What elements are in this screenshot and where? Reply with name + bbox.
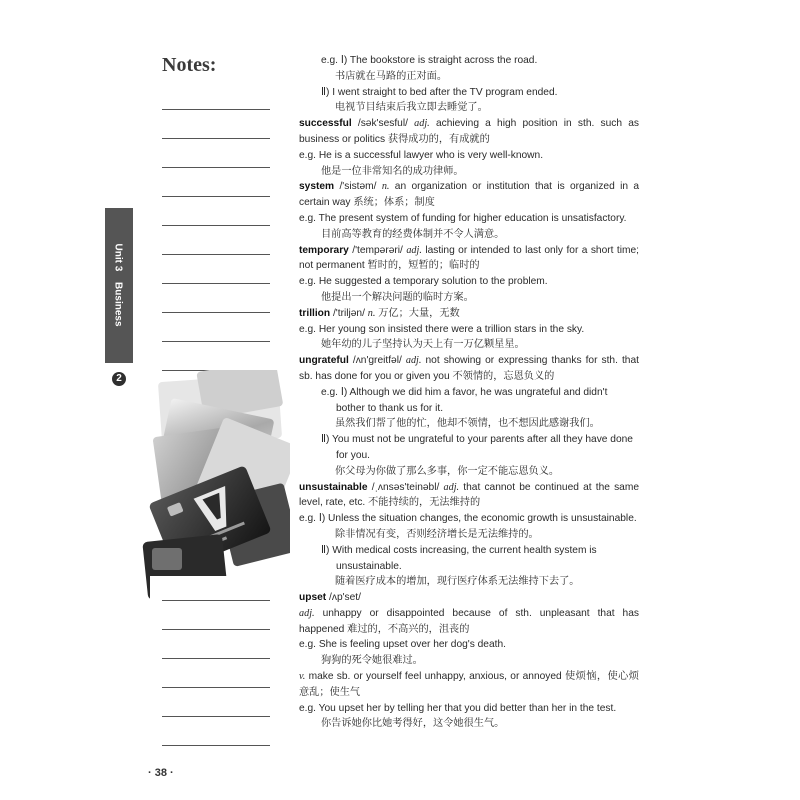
example-sentence: Ⅱ) You must not be ungrateful to your parents after all they have done for you. [321,434,633,461]
note-line [162,254,270,255]
pronunciation: /'triljən/ [332,307,365,319]
note-line [162,600,270,601]
unit-topic: Business [112,282,124,327]
definition-text: 万亿；大量，无数 [378,307,460,319]
note-line [162,312,270,313]
vocab-headword-line [299,590,639,606]
note-line [162,225,270,226]
note-line [162,745,270,746]
pronunciation: /ʌp'set/ [329,592,361,604]
example-sentence: e.g. She is feeling upset over her dog's death. [299,639,506,651]
vocab-definition [299,179,639,211]
vocab-definition [299,243,639,275]
part-of-speech: n. [381,181,390,193]
part-of-speech: adj. [443,481,460,493]
headword: trillion [299,307,331,319]
translation: 他提出一个解决问题的临时方案。 [321,291,474,303]
part-of-speech: adj. [405,355,422,367]
pronunciation: /ˌʌnsəs'teinəbl/ [371,481,440,493]
definition-text: an organization or institution that is organized in a certain way 系统；体系；制度 [299,181,639,209]
translation: 她年幼的儿子坚持认为天上有一万亿颗星星。 [321,339,525,351]
example-sentence: Ⅱ) With medical costs increasing, the current health system is unsustainable. [321,544,597,572]
example-sentence: e.g. Ⅰ) Although we did him a favor, he was ungrateful and didn't bother to thank us for it. [321,386,608,414]
pronunciation: /'sistəm/ [339,181,377,193]
translation: 狗狗的死令她很难过。 [321,655,423,667]
translation: 目前高等教育的经费体制并不令人满意。 [321,228,505,240]
vocab-sense [299,606,639,638]
pronunciation: /sək'sesful/ [357,118,408,130]
note-line [162,196,270,197]
credit-cards-image [140,370,290,600]
example-sentence: e.g. Her young son insisted there were a trillion stars in the sky. [299,323,585,335]
unit-tab-label [113,239,124,330]
note-line [162,687,270,688]
part-of-speech: v. [299,671,306,683]
note-line [162,167,270,168]
translation: 虽然我们帮了他的忙，他却不领情，也不想因此感谢我们。 [335,418,600,430]
headword: successful [299,118,352,130]
vocabulary-content [299,53,639,732]
example-sentence: e.g. You upset her by telling her that you did better than her in the test. [299,702,617,714]
definition-text: make sb. or yourself feel unhappy, anxious, or annoyed 使烦恼，使心烦意乱；使生气 [299,671,639,698]
translation: 除非情况有变，否则经济增长是无法维持的。 [335,528,539,540]
example-sentence: e.g. He suggested a temporary solution to the problem. [299,276,548,288]
example-sentence: Ⅱ) I went straight to bed after the TV program ended. [321,86,558,98]
translation: 书店就在马路的正对面。 [335,70,448,82]
headword: system [299,181,335,193]
definition-text: unhappy or disappointed because of sth. unpleasant that has happened 难过的，不高兴的，沮丧的 [299,607,639,635]
headword: unsustainable [299,481,368,493]
part-of-speech: n. [367,307,376,319]
example-sentence: e.g. He is a successful lawyer who is very well-known. [299,149,544,161]
definition-text: that cannot be continued at the same level, rate, etc. 不能持续的，无法维持的 [299,481,639,509]
note-line [162,109,270,110]
translation: 他是一位非常知名的成功律师。 [321,165,464,177]
definition-text: lasting or intended to last only for a short time; not permanent 暂时的，短暂的；临时的 [299,244,639,272]
vocab-definition [299,306,639,322]
part-of-speech: adj. [299,607,315,619]
note-line [162,283,270,284]
unit-label: Unit 3 [112,243,124,272]
pronunciation: /'tempərəri/ [352,244,403,256]
note-line [162,716,270,717]
example-sentence: e.g. Ⅰ) Unless the situation changes, the economic growth is unsustainable. [299,513,637,525]
vocab-definition [299,116,639,148]
vocab-sense [299,669,639,701]
pronunciation: /ʌn'greitfəl/ [352,355,402,367]
vocab-definition [299,353,639,385]
definition-text: not showing or expressing thanks for sth. that sb. has done for you or given you 不领情的，忘恩负义的 [299,355,639,382]
translation: 你告诉她你比她考得好，这令她很生气。 [321,718,505,730]
section-number-badge: 2 [112,372,126,386]
note-line [162,629,270,630]
note-line [162,658,270,659]
definition-text: achieving a high position in sth. such as business or politics 获得成功的，有成就的 [299,118,639,145]
translation: 你父母为你做了那么多事，你一定不能忘恩负义。 [335,465,560,477]
note-line [162,138,270,139]
headword: ungrateful [299,355,349,367]
vocab-definition [299,480,639,512]
translation: 随着医疗成本的增加，现行医疗体系无法维持下去了。 [335,576,580,588]
note-line [162,341,270,342]
part-of-speech: adj. [414,118,430,130]
translation: 电视节目结束后我立即去睡觉了。 [335,102,488,114]
headword: temporary [299,244,349,256]
example-sentence: e.g. The present system of funding for higher education is unsatisfactory. [299,212,627,224]
example-sentence: e.g. Ⅰ) The bookstore is straight across the road. [321,55,538,66]
notes-title: Notes: [162,54,217,76]
part-of-speech: adj. [406,244,422,256]
headword: upset [299,592,327,604]
page-number: · 38 · [148,767,174,779]
